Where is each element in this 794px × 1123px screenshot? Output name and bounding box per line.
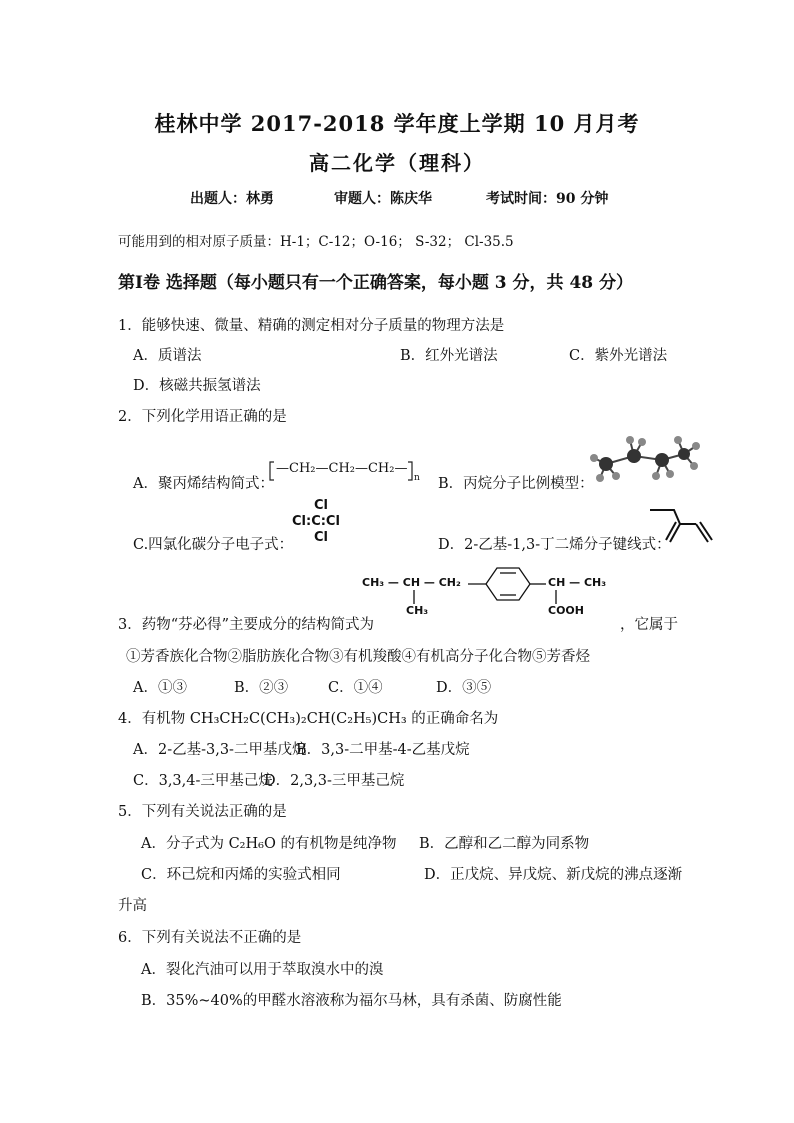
exam-reviewer: 审题人：陈庆华 xyxy=(334,191,432,207)
ccl4-top: Cl xyxy=(314,498,328,513)
struct-ch3-text: CH₃ xyxy=(406,604,429,617)
q2-option-d: D．2-乙基-1,3-丁二烯分子键线式： xyxy=(438,537,671,553)
struct-left-text: CH₃ — CH — CH₂ xyxy=(362,576,461,589)
q5-option-c: C．环己烷和丙烯的实验式相同 xyxy=(141,867,341,883)
struct-right-text: CH — CH₃ xyxy=(548,576,607,589)
ethyl-butadiene-skeletal-icon xyxy=(640,506,714,546)
q6-stem: 6．下列有关说法不正确的是 xyxy=(118,930,302,946)
q2-option-a: A．聚丙烯结构简式： xyxy=(133,476,274,492)
polymer-n: n xyxy=(414,473,420,483)
q3-stem: 3．药物“芬必得”主要成分的结构简式为 xyxy=(118,617,375,633)
q3-option-c: C．①④ xyxy=(328,680,383,696)
q2-stem: 2．下列化学用语正确的是 xyxy=(118,409,287,425)
struct-bonds-icon xyxy=(362,566,622,626)
exam-time: 考试时间：90 分钟 xyxy=(486,191,609,207)
exam-title: 桂林中学 2017-2018 学年度上学期 10 月月考 xyxy=(154,111,640,136)
q3-option-a: A．①③ xyxy=(133,680,187,696)
q6-option-b: B．35%~40%的甲醛水溶液称为福尔马林，具有杀菌、防腐性能 xyxy=(141,993,562,1009)
polypropylene-formula xyxy=(268,458,428,488)
q2-option-c: C.四氯化碳分子电子式： xyxy=(133,537,294,553)
exam-subtitle: 高二化学（理科） xyxy=(309,151,485,175)
q5-option-a: A．分子式为 C₂H₆O 的有机物是纯净物 xyxy=(141,836,397,852)
q3-choices: ①芳香族化合物②脂肪族化合物③有机羧酸④有机高分子化合物⑤芳香烃 xyxy=(126,649,590,665)
q6-option-a: A．裂化汽油可以用于萃取溴水中的溴 xyxy=(141,962,384,978)
atomic-masses: 可能用到的相对原子质量：H-1；C-12；O-16； S-32； Cl-35.5 xyxy=(118,234,514,250)
q5-option-b: B．乙醇和乙二醇为同系物 xyxy=(419,836,590,852)
propane-model-icon xyxy=(586,428,706,488)
q1-option-d: D．核磁共振氢谱法 xyxy=(133,378,261,394)
ccl4-bottom: Cl xyxy=(314,530,328,545)
q5-option-d: D．正戊烷、异戊烷、新戊烷的沸点逐渐 xyxy=(424,867,683,883)
q1-option-a: A．质谱法 xyxy=(133,348,202,364)
q4-option-c: C．3,3,4-三甲基己烷 xyxy=(133,773,273,789)
q5-stem: 5．下列有关说法正确的是 xyxy=(118,804,287,820)
q4-stem: 4．有机物 CH₃CH₂C(CH₃)₂CH(C₂H₅)CH₃ 的正确命名为 xyxy=(118,711,499,727)
q4-option-a: A．2-乙基-3,3-二甲基戊烷 xyxy=(133,742,307,758)
section-heading: 第Ⅰ卷 选择题（每小题只有一个正确答案，每小题 3 分，共 48 分） xyxy=(118,273,634,293)
exam-author: 出题人：林勇 xyxy=(190,191,274,207)
q5-option-d-continued: 升高 xyxy=(118,898,147,914)
q1-stem: 1．能够快速、微量、精确的测定相对分子质量的物理方法是 xyxy=(118,318,505,334)
polymer-chain-text: —CH₂—CH₂—CH₂— xyxy=(276,461,408,476)
q4-option-d: D．2,3,3-三甲基己烷 xyxy=(264,773,405,789)
ccl4-electron-formula xyxy=(292,498,352,550)
struct-cooh-text: COOH xyxy=(548,604,584,617)
q1-option-c: C．紫外光谱法 xyxy=(569,348,668,364)
ccl4-middle: Cl:C:Cl xyxy=(292,514,340,529)
ibuprofen-structure xyxy=(362,566,622,626)
q2-option-b: B．丙烷分子比例模型： xyxy=(438,476,594,492)
q4-option-b: B．3,3-二甲基-4-乙基戊烷 xyxy=(296,742,470,758)
q3-option-d: D．③⑤ xyxy=(436,680,492,696)
q1-option-b: B．红外光谱法 xyxy=(400,348,498,364)
q3-stem-tail: ，它属于 xyxy=(620,617,678,633)
q3-option-b: B．②③ xyxy=(234,680,289,696)
